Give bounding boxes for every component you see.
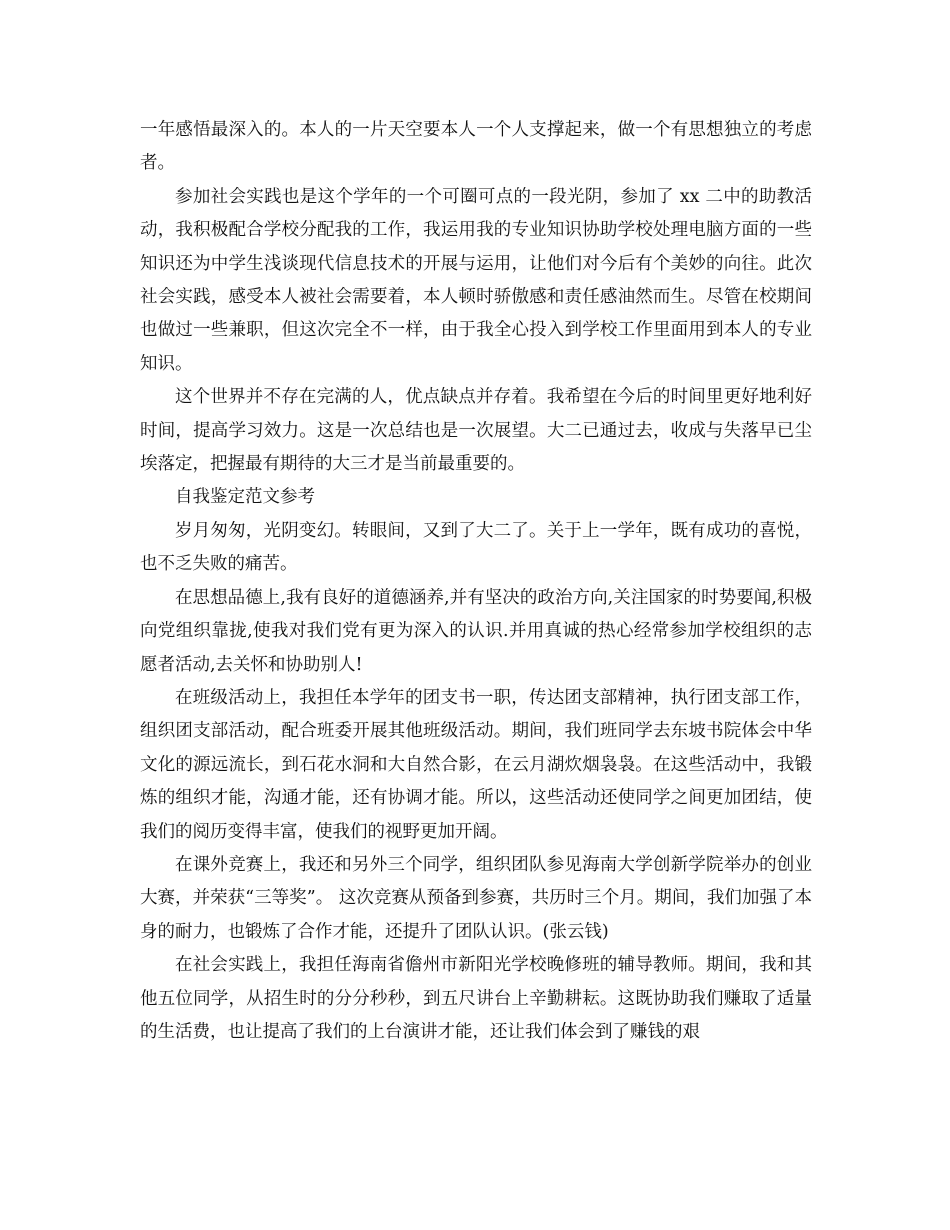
document-body xyxy=(140,114,812,1049)
paragraph-6: 在班级活动上，我担任本学年的团支书一职，传达团支部精神，执行团支部工作，组织团支部活动，配合班委开展其他班级活动。期间，我们班同学去东坡书院体会中华文化的源远流长，到石花水洞和大自然合影，在云月湖炊烟袅袅。在这些活动中，我锻炼的组织才能，沟通才能，还有协调才能。所以，这些活动还使同学之间更加团结，使我们的阅历变得丰富，使我们的视野更加开阔。 xyxy=(140,687,812,842)
section-heading: 自我鉴定范文参考 xyxy=(175,487,315,508)
paragraph-2: 参加社会实践也是这个学年的一个可圈可点的一段光阴，参加了 xx 二中的助教活动，我积极配合学校分配我的工作，我运用我的专业知识协助学校处理电脑方面的一些知识还为中学生浅谈现代信息技术的开展与运用，让他们对今后有个美妙的向往。此次社会实践，感受本人被社会需要着，本人顿时骄傲感和责任感油然而生。尽管在校期间也做过一些兼职，但这次完全不一样，由于我全心投入到学校工作里面用到本人的专业知识。 xyxy=(140,186,812,374)
paragraph-4: 岁月匆匆，光阴变幻。转眼间，又到了大二了。关于上一学年，既有成功的喜悦，也不乏失败的痛苦。 xyxy=(140,520,812,575)
paragraph-8: 在社会实践上，我担任海南省儋州市新阳光学校晚修班的辅导教师。期间，我和其他五位同学，从招生时的分分秒秒，到五尺讲台上辛勤耕耘。这既协助我们赚取了适量的生活费，也让提高了我们的上台演讲才能，还让我们体会到了赚钱的艰 xyxy=(140,955,812,1042)
paragraph-5: 在思想品德上,我有良好的道德涵养,并有坚决的政治方向,关注国家的时势要闻,积极向党组织靠拢,使我对我们党有更为深入的认识.并用真诚的热心经常参加学校组织的志愿者活动,去关怀和协助别人! xyxy=(140,587,812,675)
paragraph-1: 一年感悟最深入的。本人的一片天空要本人一个人支撑起来，做一个有思想独立的考虑者。 xyxy=(140,120,812,174)
paragraph-3: 这个世界并不存在完满的人，优点缺点并存着。我希望在今后的时间里更好地利好时间，提高学习效力。这是一次总结也是一次展望。大二已通过去，收成与失落早已尘埃落定，把握最有期待的大三才是当前最重要的。 xyxy=(140,387,812,475)
paragraph-7: 在课外竞赛上，我还和另外三个同学，组织团队参见海南大学创新学院举办的创业大赛，并荣获“三等奖”。 这次竞赛从预备到参赛，共历时三个月。期间，我们加强了本身的耐力，也锻炼了合作才能，还提升了团队认识。(张云钱) xyxy=(140,854,812,942)
